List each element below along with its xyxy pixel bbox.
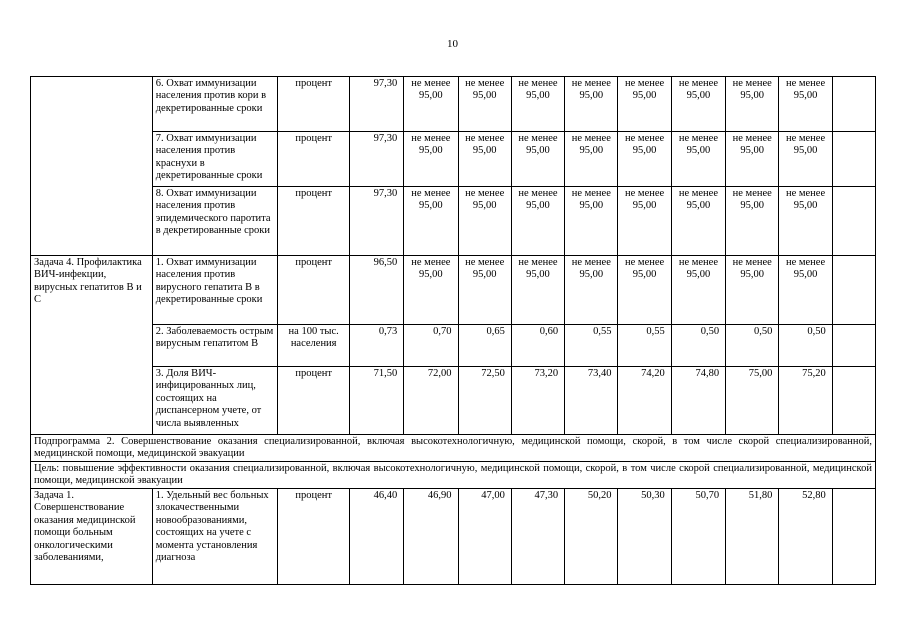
value-cell: не менее 95,00 bbox=[404, 77, 458, 132]
value-cell: не менее 95,00 bbox=[565, 132, 618, 187]
goal-heading-row bbox=[31, 462, 876, 489]
value-cell: 50,20 bbox=[565, 489, 618, 585]
value-cell: 0,50 bbox=[726, 325, 779, 367]
base-value-cell: 0,73 bbox=[349, 325, 403, 367]
base-value-cell: 46,40 bbox=[349, 489, 403, 585]
value-cell: не менее 95,00 bbox=[565, 77, 618, 132]
value-cell: не менее 95,00 bbox=[511, 132, 564, 187]
value-cell: 74,20 bbox=[618, 367, 671, 435]
unit-cell: на 100 тыс. населения bbox=[278, 325, 349, 367]
empty-cell bbox=[832, 77, 875, 132]
value-cell: не менее 95,00 bbox=[671, 256, 725, 325]
value-cell: не менее 95,00 bbox=[618, 132, 671, 187]
empty-cell bbox=[832, 325, 875, 367]
table-row bbox=[31, 325, 876, 367]
value-cell: 73,40 bbox=[565, 367, 618, 435]
value-cell: не менее 95,00 bbox=[726, 256, 779, 325]
value-cell: 50,30 bbox=[618, 489, 671, 585]
value-cell: не менее 95,00 bbox=[726, 132, 779, 187]
empty-cell bbox=[832, 132, 875, 187]
task-cell: Задача 1. Совершенствование оказания медицинской помощи больным онкологическими заболеваниями, bbox=[31, 489, 153, 585]
indicator-cell: 6. Охват иммунизации населения против кори в декретированные сроки bbox=[152, 77, 278, 132]
value-cell: 0,50 bbox=[671, 325, 725, 367]
unit-cell: процент bbox=[278, 256, 349, 325]
value-cell: 47,00 bbox=[458, 489, 511, 585]
value-cell: 75,00 bbox=[726, 367, 779, 435]
table-row bbox=[31, 77, 876, 132]
value-cell: не менее 95,00 bbox=[404, 187, 458, 256]
value-cell: не менее 95,00 bbox=[511, 187, 564, 256]
empty-cell bbox=[832, 187, 875, 256]
value-cell: 0,50 bbox=[779, 325, 832, 367]
table-row bbox=[31, 489, 876, 585]
value-cell: 0,65 bbox=[458, 325, 511, 367]
table-row bbox=[31, 132, 876, 187]
value-cell: 73,20 bbox=[511, 367, 564, 435]
value-cell: не менее 95,00 bbox=[779, 187, 832, 256]
indicator-cell: 1. Охват иммунизации населения против вирусного гепатита В в декретированные сроки bbox=[152, 256, 278, 325]
value-cell: не менее 95,00 bbox=[779, 132, 832, 187]
value-cell: не менее 95,00 bbox=[726, 187, 779, 256]
value-cell: не менее 95,00 bbox=[618, 256, 671, 325]
indicator-cell: 2. Заболеваемость острым вирусным гепатитом В bbox=[152, 325, 278, 367]
value-cell: не менее 95,00 bbox=[458, 256, 511, 325]
base-value-cell: 71,50 bbox=[349, 367, 403, 435]
value-cell: 72,00 bbox=[404, 367, 458, 435]
indicator-cell: 7. Охват иммунизации населения против краснухи в декретированные сроки bbox=[152, 132, 278, 187]
unit-cell: процент bbox=[278, 489, 349, 585]
table-row bbox=[31, 256, 876, 325]
subprogram-heading-row bbox=[31, 435, 876, 462]
unit-cell: процент bbox=[278, 77, 349, 132]
value-cell: не менее 95,00 bbox=[618, 77, 671, 132]
page-number: 10 bbox=[447, 38, 458, 50]
unit-cell: процент bbox=[278, 367, 349, 435]
value-cell: 0,60 bbox=[511, 325, 564, 367]
value-cell: 47,30 bbox=[511, 489, 564, 585]
empty-cell bbox=[832, 256, 875, 325]
value-cell: 52,80 bbox=[779, 489, 832, 585]
table-row bbox=[31, 187, 876, 256]
indicators-table bbox=[30, 76, 876, 585]
value-cell: не менее 95,00 bbox=[458, 132, 511, 187]
base-value-cell: 97,30 bbox=[349, 77, 403, 132]
value-cell: 72,50 bbox=[458, 367, 511, 435]
value-cell: не менее 95,00 bbox=[618, 187, 671, 256]
value-cell: не менее 95,00 bbox=[458, 77, 511, 132]
unit-cell: процент bbox=[278, 187, 349, 256]
empty-cell bbox=[832, 367, 875, 435]
value-cell: не менее 95,00 bbox=[565, 256, 618, 325]
indicator-cell: 1. Удельный вес больных злокачественными новообразованиями, состоящих на учете с момента установления диагноза bbox=[152, 489, 278, 585]
value-cell: не менее 95,00 bbox=[671, 77, 725, 132]
value-cell: 46,90 bbox=[404, 489, 458, 585]
unit-cell: процент bbox=[278, 132, 349, 187]
value-cell: 74,80 bbox=[671, 367, 725, 435]
empty-cell bbox=[832, 489, 875, 585]
value-cell: не менее 95,00 bbox=[511, 77, 564, 132]
value-cell: 50,70 bbox=[671, 489, 725, 585]
indicator-cell: 8. Охват иммунизации населения против эпидемического паротита в декретированные сроки bbox=[152, 187, 278, 256]
value-cell: 0,55 bbox=[618, 325, 671, 367]
value-cell: не менее 95,00 bbox=[726, 77, 779, 132]
subprogram-heading: Подпрограмма 2. Совершенствование оказания специализированной, включая высокотехнологичную, медицинской помощи, скорой, в том числе скорой специализированной, медицинской помощи, медицинской эвакуации bbox=[31, 435, 876, 462]
task-cell bbox=[31, 77, 153, 256]
value-cell: не менее 95,00 bbox=[779, 77, 832, 132]
value-cell: не менее 95,00 bbox=[404, 256, 458, 325]
value-cell: не менее 95,00 bbox=[779, 256, 832, 325]
goal-heading: Цель: повышение эффективности оказания специализированной, включая высокотехнологичную, медицинской помощи, скорой, в том числе скорой специализированной, медицинской помощи, медицинской эвакуации bbox=[31, 462, 876, 489]
value-cell: не менее 95,00 bbox=[511, 256, 564, 325]
value-cell: 51,80 bbox=[726, 489, 779, 585]
value-cell: не менее 95,00 bbox=[671, 132, 725, 187]
table-row bbox=[31, 367, 876, 435]
base-value-cell: 97,30 bbox=[349, 132, 403, 187]
value-cell: 0,70 bbox=[404, 325, 458, 367]
task-cell: Задача 4. Профилактика ВИЧ-инфекции, вирусных гепатитов В и С bbox=[31, 256, 153, 435]
base-value-cell: 97,30 bbox=[349, 187, 403, 256]
value-cell: 0,55 bbox=[565, 325, 618, 367]
value-cell: не менее 95,00 bbox=[404, 132, 458, 187]
value-cell: не менее 95,00 bbox=[565, 187, 618, 256]
value-cell: 75,20 bbox=[779, 367, 832, 435]
value-cell: не менее 95,00 bbox=[671, 187, 725, 256]
value-cell: не менее 95,00 bbox=[458, 187, 511, 256]
indicator-cell: 3. Доля ВИЧ-инфицированных лиц, состоящих на диспансерном учете, от числа выявленных bbox=[152, 367, 278, 435]
base-value-cell: 96,50 bbox=[349, 256, 403, 325]
